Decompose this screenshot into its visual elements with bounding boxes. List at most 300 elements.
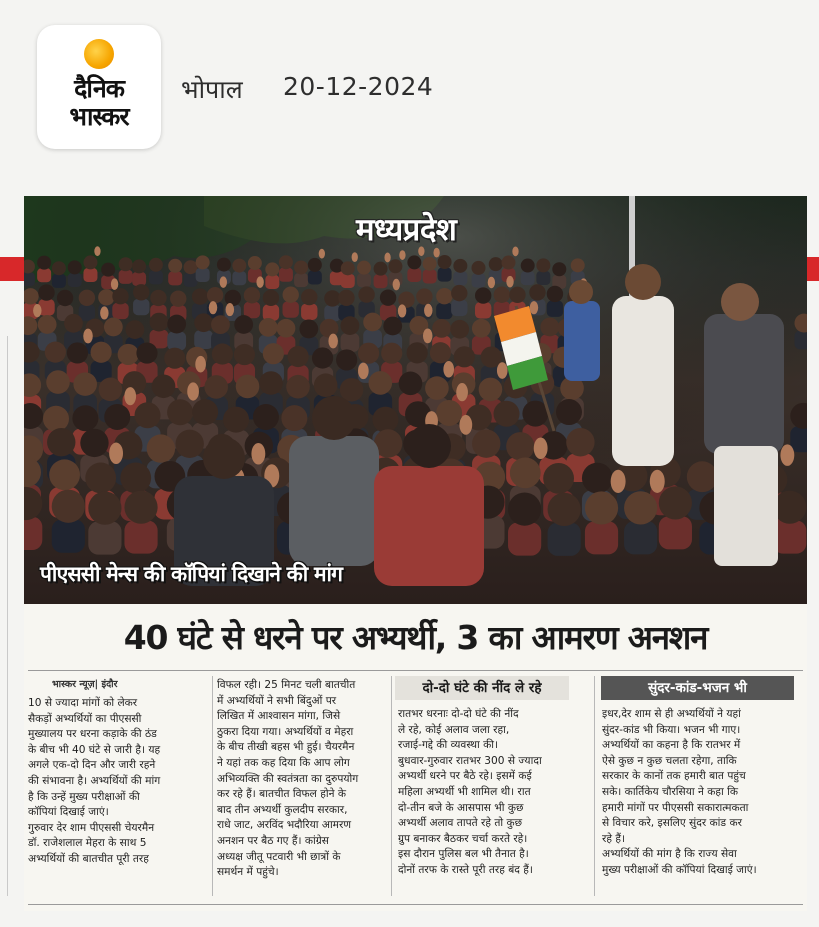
crowd-person-head [133,284,149,300]
crowd-person-head [475,287,491,303]
crowd-person-head [147,434,175,462]
crowd-person-head [72,405,98,431]
column-3 [398,707,588,879]
crowd-person-head [308,258,322,272]
crowd-raised-hand [393,279,400,290]
crowd-person-head [37,256,51,270]
crowd-person-head [236,375,260,399]
crowd-person-head [164,348,185,369]
crowd-person-head [453,259,467,273]
crowd-raised-hand [195,356,206,373]
crowd-person-head [196,255,210,269]
crowd-raised-hand [220,276,227,287]
crowd-person-head [167,315,186,334]
crowd-person-head [263,343,284,364]
crowd-raised-hand [512,246,518,256]
crowd-raised-hand [109,442,123,464]
subheading-sleep: दो-दो घंटे की नींद ले रहे [395,676,569,700]
crowd-person-head [287,346,308,367]
crowd-person-head [548,493,581,526]
article-line: मुख्यालय पर धरना कड़ाके की ठंड [28,728,157,741]
crowd-person-body [453,271,467,285]
crowd-person-head [80,429,108,457]
crowd-person-head [104,318,123,337]
article-line: अनशन पर बैठ गए हैं। कांग्रेस [217,834,329,847]
column-4 [602,707,797,879]
article-line: ऐसे कुछ न कुछ चलता रहेगा, ताकि [602,754,737,767]
crowd-person-head [217,258,231,272]
article-line: बुधवार-गुरुवार रातभर 300 से ज्यादा [398,754,542,767]
article-line: दोनों तरफ के रास्ते पूरी तरह बंद हैं। [398,863,533,876]
crowd-person-head [472,261,486,275]
crowd-person-head [521,259,535,273]
crowd-person-body [294,273,308,287]
crowd-person-body [149,270,163,284]
article-line: अभ्यर्थियों का कहना है कि रातभर में [602,739,741,752]
crowd-person-head [436,400,462,426]
crowd-raised-hand [319,249,325,259]
crowd-person-head [45,342,66,363]
crowd-person-head [659,486,692,519]
article-line: के बीच भी 40 घंटे से जारी है। यह [28,743,161,756]
crowd-person-head [234,315,253,334]
article-line: 10 से ज्यादा मांगों को लेकर [28,697,138,709]
crowd-person-head [340,378,364,402]
crowd-person-head [277,319,296,338]
crowd-raised-hand [497,362,508,379]
crowd-raised-hand [650,470,665,493]
crowd-person-head [150,313,169,332]
crowd-person-head [501,256,515,270]
crowd-person-head [184,260,198,274]
crowd-person-head [358,343,379,364]
crowd-person-head [324,290,340,306]
crowd-person-head [423,257,437,271]
crowd-person-head [436,288,452,304]
red-band-left [0,257,24,281]
crowd-person-head [281,405,307,431]
crowd-person-head [52,261,66,275]
article-line: से विचार करे, इसलिए सुंदर कांड कर [602,817,742,830]
article-line: अभ्यर्थी अलाव तापते रहे तो कुछ [398,817,523,830]
crowd-person-head [207,287,223,303]
crowd-person-head [244,287,260,303]
crowd-person-head [91,342,112,363]
crowd-person-head [99,378,123,402]
crowd-person-head [283,287,299,303]
crowd-person-head [432,319,451,338]
crowd-person-body [521,271,535,285]
crowd-person-head [494,287,510,303]
crowd-person-head [407,342,428,363]
article-line: इस दौरान पुलिस बल भी तैनात है। [398,848,529,861]
crowd-person-head [79,290,95,306]
crowd-person-body [167,332,186,351]
crowd-person-body [548,523,581,556]
crowd-person-head [358,286,374,302]
crowd-raised-hand [226,303,234,316]
crowd-person-body [37,268,51,282]
crowd-person-head [168,259,182,273]
crowd-person-head [363,313,382,332]
article-line: है कि उन्हें मुख्य परीक्षाओं की [28,790,140,803]
crowd-person-body [88,521,121,554]
crowd-person-head [120,463,151,494]
crowd-person-head [438,255,452,269]
crowd-person-head [68,260,82,274]
crowd-person-head [494,401,520,427]
crowd-person-head [175,430,203,458]
crowd-person-head [374,262,388,276]
crowd-person-head [232,259,246,273]
article-line: ले रहे, कोई अलाव जला रहा, [398,723,510,736]
column-divider-2 [391,676,392,896]
column-1 [28,696,208,868]
column-divider-1 [212,676,213,896]
crowd-person-head [149,258,163,272]
crowd-raised-hand [530,301,538,314]
crowd-person-head [454,346,475,367]
crowd-person-head [52,490,85,523]
page-divider [7,336,8,896]
crowd-person-body [773,520,806,553]
crowd-raised-hand [534,437,548,459]
crowd-person-body [508,522,541,555]
crowd-person-head [543,463,574,494]
article-line: ग्रुप बनाकर बैठकर चर्चा करते रहे। [398,832,528,845]
crowd-raised-hand [506,276,513,287]
crowd-person-body [168,271,182,285]
crowd-raised-hand [399,250,405,260]
crowd-raised-hand [94,246,100,256]
crowd-person-body [24,517,42,550]
crowd-person-head [624,491,657,524]
crowd-person-head [67,342,88,363]
article-line: सैकड़ों अभ्यर्थियों का पीएससी [28,712,142,725]
crowd-person-head [49,459,80,490]
crowd-person-head [369,371,393,395]
crowd-person-head [552,262,566,276]
article-line: अभिव्यक्ति की स्वतंत्रता का दुरुपयोग [217,772,359,785]
crowd-person-head [508,493,541,526]
crowd-person-body [475,302,491,318]
crowd-person-head [119,257,133,271]
crowd-person-head [299,320,318,339]
crowd-person-head [136,342,157,363]
crowd-person-head [118,344,139,365]
crowd-person-head [265,262,279,276]
crowd-person-head [381,343,402,364]
crowd-person-head [430,342,451,363]
article-line: गुरुवार देर शाम पीएससी चेयरमैन [28,821,155,834]
byline: भास्कर न्यूज़| इंदौर [52,679,118,690]
crowd-person-head [150,290,166,306]
article-line: इधर,देर शाम से ही अभ्यर्थियों ने यहां [602,708,741,720]
crowd-person-head [312,347,333,368]
crowd-person-head [773,491,806,524]
crowd-person-head [38,315,57,334]
article-line: रातभर धरनाः दो-दो घंटे की नींद [398,708,519,720]
news-clipping [24,196,807,911]
crowd-person-head [263,290,279,306]
crowd-person-head [380,289,396,305]
crowd-person-head [212,343,233,364]
article-line: सरकार के कानों तक हमारी बात पहुंच [602,770,746,783]
crowd-person-body [112,303,128,319]
crowd-person-head [225,290,241,306]
article-line: रजाई-गद्दे की व्यवस्था की। [398,739,499,752]
crowd-person-head [529,284,545,300]
crowd-person-body [436,303,452,319]
crowd-person-body [472,274,486,288]
crowd-person-head [506,432,534,460]
crowd-person-head [124,491,157,524]
crowd-raised-hand [83,329,93,344]
article-line: बाद तीन अभ्यर्थी कुलदीप सरकार, [217,803,348,816]
crowd-person-head [64,314,83,333]
crowd-person-head [407,255,421,269]
article-line: विफल रही। 25 मिनट चली बातचीत [217,679,356,691]
crowd-person-head [341,261,355,275]
crowd-person-body [536,271,550,285]
crowd-person-head [566,428,594,456]
article-line: कर रहे हैं। बातचीत विफल होने के [217,788,346,801]
crowd-person-body [423,269,437,283]
article-line: मुख्य परीक्षाओं की कॉपियां दिखाई जाएं। [602,863,757,876]
crowd-raised-hand [384,253,390,263]
crowd-person-body [52,274,66,288]
crowd-person-head [211,315,230,334]
rule-bottom [28,904,803,905]
crowd-person-body [68,273,82,287]
crowd-person-head [259,371,283,395]
crowd-person-head [388,259,402,273]
red-band-right [806,257,819,281]
rule-under-headline [28,670,803,671]
crowd-person-head [286,375,310,399]
crowd-raised-hand [459,415,472,435]
crowd-person-head [253,404,279,430]
protest-photo [24,196,807,604]
crowd-person-body [232,271,246,285]
crowd-person-head [510,457,541,488]
crowd-person-head [98,289,114,305]
crowd-person-head [43,406,69,432]
crowd-person-head [489,257,503,271]
crowd-person-head [204,375,228,399]
crowd-raised-hand [398,304,406,317]
crowd-person-head [383,317,402,336]
crowd-person-head [47,428,75,456]
crowd-raised-hand [611,470,626,493]
crowd-person-body [438,268,452,282]
crowd-person-body [133,299,149,315]
article-line: में अभ्यर्थियों ने सभी बिंदुओं पर [217,694,337,707]
article-line: हमारी मांगों पर पीएससी सकारात्मकता [602,801,749,814]
crowd-person-body [794,331,807,350]
crowd-raised-hand [328,334,338,349]
crowd-person-body [194,330,213,349]
crowd-raised-hand [124,387,136,405]
crowd-person-body [659,516,692,549]
article-line: अभ्यर्थी धरने पर बैठे रहे। इसमें कई [398,770,532,783]
article-line: अभ्यर्थियों की बातचीत पूरी तरह [28,852,149,865]
crowd-person-body [357,273,371,287]
crowd-person-body [279,268,293,282]
crowd-person-head [223,407,249,433]
crowd-person-head [314,373,338,397]
crowd-person-body [52,520,85,553]
crowd-person-head [279,255,293,269]
headline: 40 घंटे से धरने पर अभ्यर्थी, 3 का आमरण अनशन [123,618,708,657]
crowd-person-head [294,260,308,274]
crowd-person-head [112,288,128,304]
crowd-person-head [152,374,176,398]
crowd-person-head [248,256,262,270]
article-line: सुंदर-कांड भी किया। भजन भी गाए। [602,723,741,736]
article-line: समर्थन में पहुंचे। [217,866,279,879]
crowd-person-head [101,263,115,277]
column-2 [217,678,389,881]
crowd-person-body [374,274,388,288]
crowd-person-head [472,429,500,457]
crowd-person-head [547,286,563,302]
article-line: महिला अभ्यर्थी भी शामिल थी। रात [398,785,531,798]
photo-caption: पीएससी मेन्स की कॉपियां दिखाने की मांग [40,562,343,586]
crowd-person-head [372,407,398,433]
newspaper-logo [37,25,161,149]
crowd-person-head [38,284,54,300]
crowd-raised-hand [423,328,433,343]
crowd-person-body [263,304,279,320]
sun-icon [84,39,114,69]
logo-text-line2: भास्कर [69,102,129,131]
crowd-person-head [88,492,121,525]
crowd-person-head [192,399,218,425]
crowd-person-body [124,520,157,553]
crowd-person-head [194,313,213,332]
edition-city: भोपाल [181,75,243,104]
crowd-person-head [451,285,467,301]
crowd-person-body [265,275,279,289]
crowd-person-head [582,463,613,494]
crowd-raised-hand [352,252,358,262]
crowd-person-head [336,349,357,370]
article-line: ठुकरा दिया गया। अभ्यर्थियों व मेहरा [217,725,354,738]
crowd-person-head [259,318,278,337]
crowd-raised-hand [209,301,217,314]
crowd-raised-hand [424,304,432,317]
article-line: कॉपियां दिखाई जाएं। [28,806,109,819]
article-line: सके। कार्तिकेय चौरसिया ने कहा कि [602,785,738,798]
crowd-person-head [540,318,559,337]
subheading-sundarkand: सुंदर-कांड-भजन भी [601,676,794,700]
crowd-person-body [407,268,421,282]
crowd-person-head [234,344,255,365]
crowd-person-head [571,258,585,272]
article-line: अभ्यर्थियों की मांग है कि राज्य सेवा [602,848,737,861]
crowd-raised-hand [358,363,369,380]
crowd-person-body [624,521,657,554]
crowd-person-body [119,270,133,284]
crowd-person-head [472,319,491,338]
crowd-person-head [170,290,186,306]
crowd-person-head [167,399,193,425]
crowd-person-head [450,320,469,339]
crowd-person-head [687,461,718,492]
logo-text-line1: दैनिक [74,74,124,103]
crowd-person-head [73,372,97,396]
crowd-person-head [192,288,208,304]
crowd-person-head [301,289,317,305]
article-line: अगले एक-दो दिन और जारी रहने [28,759,156,772]
crowd-illustration [24,196,807,604]
crowd-person-head [85,463,116,494]
crowd-person-head [57,290,73,306]
crowd-person-head [46,370,70,394]
crowd-raised-hand [251,443,265,465]
crowd-person-body [585,521,618,554]
crowd-person-head [341,316,360,335]
crowd-person-head [536,258,550,272]
article-line: की संभावना है। अभ्यर्थियों की मांग [28,774,161,787]
edition-date: 20-12-2024 [283,72,434,101]
crowd-raised-hand [488,277,495,288]
crowd-person-head [125,320,144,339]
article-line: डॉ. राजेशलाल मेहरा के साथ 5 [28,837,147,850]
crowd-person-head [83,255,97,269]
crowd-person-body [184,273,198,287]
crowd-person-head [585,491,618,524]
crowd-person-head [425,376,449,400]
article-line: लिखित में आश्वासन मांगा, जिसे [217,710,341,723]
crowd-person-head [416,288,432,304]
article-line: के बीच तीखी बहस भी हुई। चैयरमैन [217,741,355,754]
article-line: रहे हैं। [602,832,625,845]
crowd-raised-hand [100,306,108,319]
crowd-person-body [341,274,355,288]
article-line: दो-तीन बजे के आसपास भी कुछ [398,801,524,814]
crowd-person-head [357,261,371,275]
crowd-person-head [479,378,503,402]
crowd-person-head [556,399,582,425]
article-line: ने यहां तक कह दिया कि आप लोग [217,756,350,769]
crowd-person-body [132,272,146,286]
crowd-person-body [451,300,467,316]
state-label: मध्यप्रदेश [356,212,457,248]
crowd-raised-hand [187,382,199,400]
crowd-person-head [135,402,161,428]
crowd-person-body [790,426,807,452]
crowd-raised-hand [443,361,454,378]
crowd-person-body [301,304,317,320]
crowd-raised-hand [456,383,468,401]
column-divider-3 [594,676,595,896]
crowd-person-body [24,272,35,286]
crowd-raised-hand [33,304,41,317]
crowd-raised-hand [256,276,263,287]
crowd-person-body [283,301,299,317]
crowd-person-head [104,404,130,430]
article-line: राधे जाट, अरविंद भदौरिया आमरण [217,819,351,832]
article-line: अध्यक्ष जीतू पटवारी भी छात्रों के [217,850,341,863]
crowd-person-body [547,301,563,317]
crowd-person-body [83,268,97,282]
crowd-person-body [196,268,210,282]
crowd-person-body [324,305,340,321]
crowd-person-head [509,287,525,303]
crowd-person-head [399,372,423,396]
